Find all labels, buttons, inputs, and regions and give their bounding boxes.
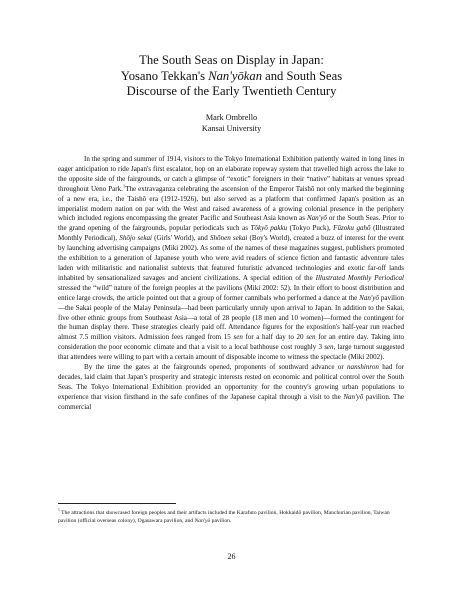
text-run: In the spring and summer of 1914, visitors to the Tokyo International Exhibition patiently waited in long lines in eager anticipation to ride Japan's first escalator, hop on an elaborate ropeway system that travelled high across the lake to the opposite side of the fairgrounds, or catch a glimpse of “exotic” foreigners in their “native” habitats at venues spread throughout Ueno Park. [58, 155, 404, 193]
text-run: or the South Seas. Prior to the grand opening of the fairgrounds, popular periodicals such as [58, 214, 404, 233]
italic-term: sen [233, 333, 243, 342]
text-run: (Tokyo Puck), [287, 224, 334, 233]
page-number: 26 [227, 552, 236, 561]
title-line-3: Discourse of the Early Twentieth Century [126, 84, 337, 99]
title-line-2 [60, 69, 403, 85]
text-run: for an entire day. Taking into consideration the poor economic climate and that a visit to a local bathhouse cost roughly 3 [58, 333, 404, 352]
author-affiliation: Kansai University [201, 123, 262, 133]
body-paragraph [58, 363, 404, 413]
text-run: (Girls' World), and [152, 234, 210, 243]
title-line-2-text-b: and South Seas [262, 68, 343, 83]
text-run: stressed the “wild” nature of the foreign peoples at the pavilions (Miki 2002: 52). In their effort to boost distribution and entice large crowds, the article pointed out that a group of former cannibals who performed a dance at the [58, 283, 404, 302]
body-text [58, 155, 404, 413]
title-line-1: The South Seas on Display in Japan: [139, 53, 324, 67]
text-run: pavilion—the Sakai people of the Malay Peninsula—had been particularly unruly upon arrival to Japan. In addition to the Sakai, five other ethnic groups from Southeast Asia—a total of 28 people (18 men and 10 women)—formed the contingent for the human display there. These strategies clearly paid off. Attendance figures for the exposition's half-year run reached almost 7.5 million visitors. Admission fees ranged from 15 [58, 293, 405, 342]
italic-term: Nan'yō [359, 293, 380, 302]
text-run: (Boy's World), created a buzz of interest for the event by launching advertising campaigns (Miki 2002). As some of the names of these magazines suggest, publishers promoted the exhibition to a generation of Japanese youth who were avid readers of science fiction and fantastic adventure tales laden with militaristic and nationalist subtexts that featured futuristic advanced technologies and exotic far-off lands inhabited by sensationalized savages and ancient civilizations. A special edition of the [58, 234, 404, 282]
footnote-divider [58, 503, 176, 504]
footnote [58, 509, 404, 525]
text-run: for a half day to 20 [242, 333, 307, 342]
author-block [60, 113, 403, 134]
italic-term: Nan'yō [306, 214, 327, 223]
italic-term: Shōnen sekai [209, 234, 248, 243]
footnote-marker: 1 [58, 508, 60, 513]
text-run: pavilion. [210, 518, 232, 525]
title-line-2-italic: Nan'yōkan [208, 68, 262, 83]
footnote-ref: 1 [122, 183, 126, 189]
body-paragraph [58, 155, 404, 363]
text-run: The extravaganza celebrating the ascension of the Emperor Taishō not only marked the beginning of a new era, i.e., the Taishō era (1912-1926), but also served as a platform that confirmed Japan's position as an imperialist modern nation on par with the West and raised awareness of a growing colonial presence in the periphery which included regions encompassing the greater Pacific and Southeast Asia known as [58, 184, 404, 223]
italic-term: Fūzoku gahō [333, 224, 371, 233]
text-run: (Illustrated Monthly Periodical), [58, 224, 404, 243]
italic-term: Shōjo sekai [119, 234, 152, 243]
text-run: By the time the gates at the fairgrounds opened, proponents of southward advance or [84, 363, 348, 372]
text-run: , large turnout suggested that attendees were willing to part with a certain amount of disposable income to witness the spectacle (Miki 2002). [58, 343, 404, 362]
article-title [60, 53, 403, 100]
italic-term: Nan'yō [343, 392, 364, 401]
text-run: had for decades, laid claim that Japan's prosperity and strategic interests rested on economic and political control over the South Seas. The Tokyo International Exhibition provided an opportunity for the country's growing urban populations to experience that vision firsthand in the safe confines of the Japanese capital through a visit to the [58, 363, 404, 401]
italic-term: Nan'yō [194, 518, 211, 525]
title-line-2-text-a: Yosano Tekkan's [120, 68, 209, 83]
text-run: pavilion. The commercial [58, 392, 404, 411]
author-name: Mark Ombrello [205, 113, 258, 122]
italic-term: nanshinron [347, 363, 379, 372]
italic-term: sen [324, 343, 334, 352]
italic-term: Tōkyō pakku [250, 224, 288, 233]
italic-term: sen [306, 333, 316, 342]
italic-term: Illustrated Monthly Periodical [315, 273, 404, 282]
text-run: The attractions that showcased foreign peoples and their artifacts included the Karafuto pavilion, Hokkaidō pavilion, Manchurian pavilion, Taiwan pavilion (official overseas colony), Ogasawara pavilion, and [58, 510, 390, 525]
